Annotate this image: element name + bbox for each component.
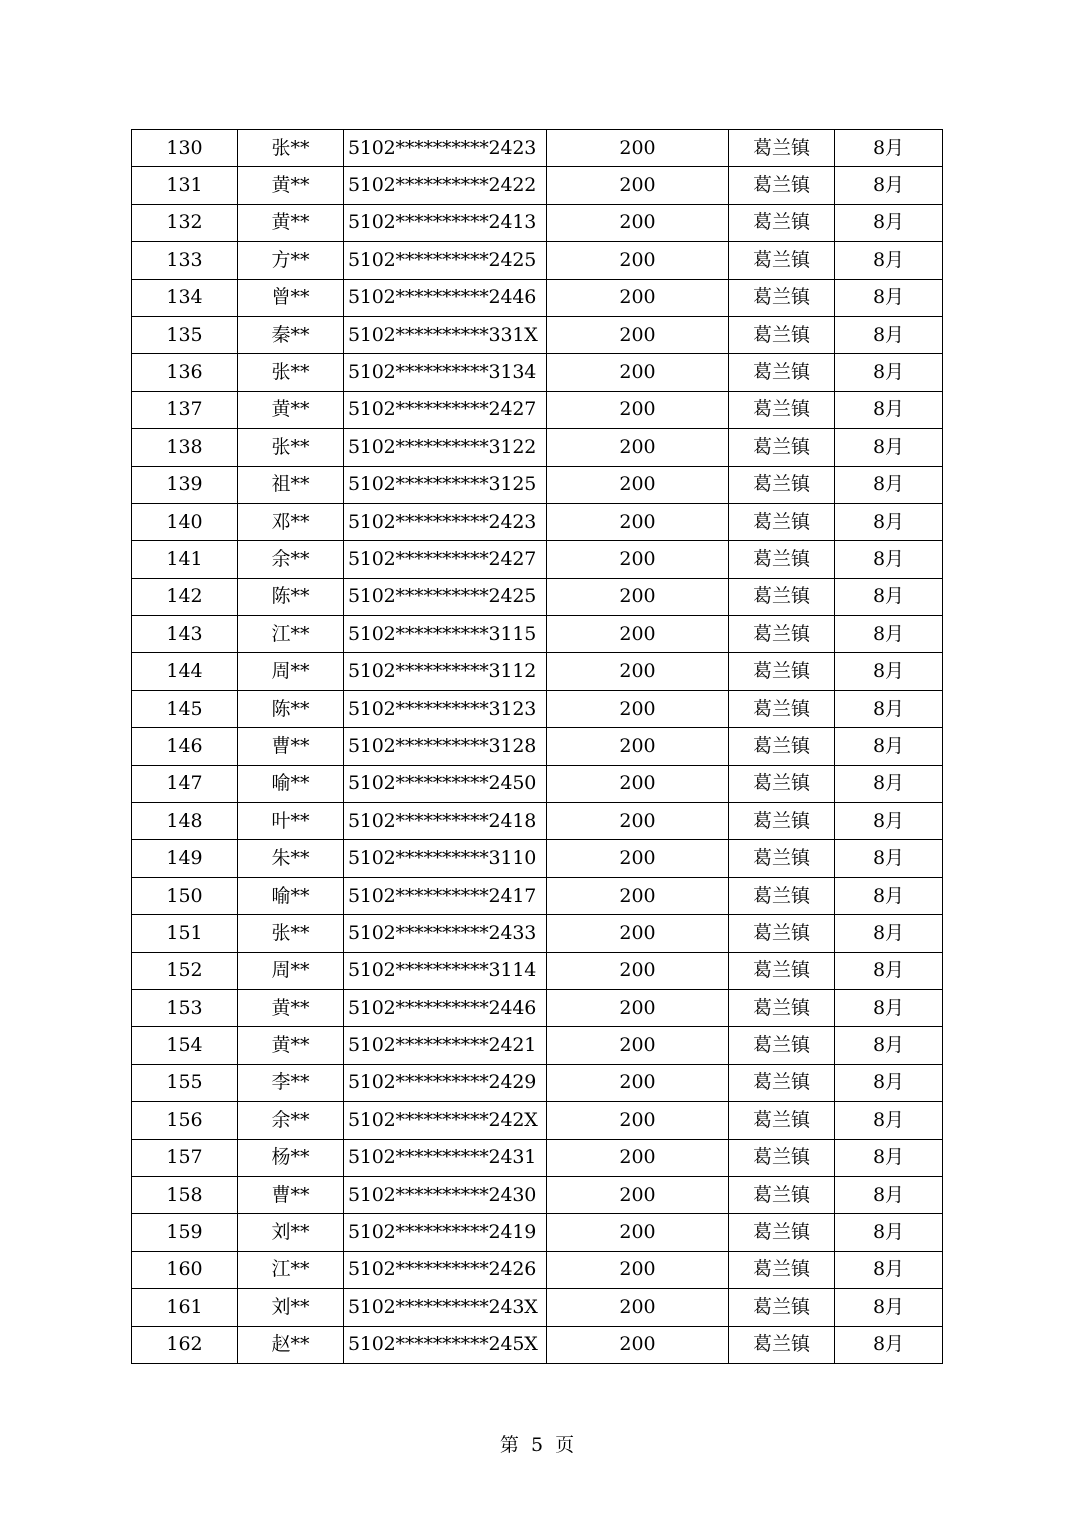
table-row	[132, 840, 943, 877]
id-number-cell: 5102**********2425	[344, 242, 547, 279]
month-cell: 8月	[835, 1289, 943, 1326]
month-cell: 8月	[835, 690, 943, 727]
name-cell: 张**	[238, 429, 344, 466]
id-number-cell: 5102**********3110	[344, 840, 547, 877]
name-cell: 江**	[238, 1251, 344, 1288]
amount-cell: 200	[547, 130, 729, 167]
id-number-cell: 5102**********2423	[344, 130, 547, 167]
id-number-cell: 5102**********243X	[344, 1289, 547, 1326]
name-cell: 曹**	[238, 728, 344, 765]
id-number-cell: 5102**********2429	[344, 1064, 547, 1101]
id-number-cell: 5102**********2423	[344, 503, 547, 540]
month-cell: 8月	[835, 1251, 943, 1288]
month-cell: 8月	[835, 503, 943, 540]
town-cell: 葛兰镇	[729, 728, 835, 765]
serial-cell: 135	[132, 316, 238, 353]
table-row	[132, 989, 943, 1026]
table-row	[132, 279, 943, 316]
serial-cell: 137	[132, 391, 238, 428]
town-cell: 葛兰镇	[729, 989, 835, 1026]
town-cell: 葛兰镇	[729, 1326, 835, 1363]
id-number-cell: 5102**********2427	[344, 391, 547, 428]
amount-cell: 200	[547, 989, 729, 1026]
serial-cell: 156	[132, 1102, 238, 1139]
table-row	[132, 1139, 943, 1176]
month-cell: 8月	[835, 989, 943, 1026]
id-number-cell: 5102**********3112	[344, 653, 547, 690]
table-row	[132, 952, 943, 989]
table-row	[132, 1027, 943, 1064]
table-row	[132, 877, 943, 914]
id-number-cell: 5102**********2427	[344, 541, 547, 578]
table-row	[132, 803, 943, 840]
name-cell: 黄**	[238, 989, 344, 1026]
town-cell: 葛兰镇	[729, 765, 835, 802]
id-number-cell: 5102**********2413	[344, 204, 547, 241]
table-row	[132, 1326, 943, 1363]
amount-cell: 200	[547, 653, 729, 690]
town-cell: 葛兰镇	[729, 952, 835, 989]
month-cell: 8月	[835, 167, 943, 204]
town-cell: 葛兰镇	[729, 1176, 835, 1213]
name-cell: 黄**	[238, 391, 344, 428]
name-cell: 余**	[238, 541, 344, 578]
amount-cell: 200	[547, 541, 729, 578]
name-cell: 叶**	[238, 803, 344, 840]
town-cell: 葛兰镇	[729, 130, 835, 167]
amount-cell: 200	[547, 840, 729, 877]
town-cell: 葛兰镇	[729, 1251, 835, 1288]
id-number-cell: 5102**********2431	[344, 1139, 547, 1176]
table-row	[132, 541, 943, 578]
name-cell: 曾**	[238, 279, 344, 316]
month-cell: 8月	[835, 877, 943, 914]
name-cell: 祖**	[238, 466, 344, 503]
amount-cell: 200	[547, 803, 729, 840]
town-cell: 葛兰镇	[729, 316, 835, 353]
serial-cell: 148	[132, 803, 238, 840]
table-row	[132, 1176, 943, 1213]
serial-cell: 132	[132, 204, 238, 241]
name-cell: 刘**	[238, 1289, 344, 1326]
serial-cell: 140	[132, 503, 238, 540]
table-row	[132, 503, 943, 540]
amount-cell: 200	[547, 204, 729, 241]
page-label-suffix: 页	[555, 1434, 575, 1456]
month-cell: 8月	[835, 354, 943, 391]
serial-cell: 150	[132, 877, 238, 914]
amount-cell: 200	[547, 316, 729, 353]
table-row	[132, 1289, 943, 1326]
table-row	[132, 354, 943, 391]
amount-cell: 200	[547, 1102, 729, 1139]
name-cell: 喻**	[238, 877, 344, 914]
id-number-cell: 5102**********3123	[344, 690, 547, 727]
town-cell: 葛兰镇	[729, 242, 835, 279]
town-cell: 葛兰镇	[729, 391, 835, 428]
amount-cell: 200	[547, 429, 729, 466]
name-cell: 方**	[238, 242, 344, 279]
serial-cell: 154	[132, 1027, 238, 1064]
name-cell: 杨**	[238, 1139, 344, 1176]
table-row	[132, 1214, 943, 1251]
name-cell: 刘**	[238, 1214, 344, 1251]
serial-cell: 160	[132, 1251, 238, 1288]
table-row	[132, 130, 943, 167]
id-number-cell: 5102**********3122	[344, 429, 547, 466]
table-row	[132, 429, 943, 466]
name-cell: 张**	[238, 915, 344, 952]
month-cell: 8月	[835, 541, 943, 578]
town-cell: 葛兰镇	[729, 1289, 835, 1326]
amount-cell: 200	[547, 690, 729, 727]
town-cell: 葛兰镇	[729, 279, 835, 316]
id-number-cell: 5102**********2433	[344, 915, 547, 952]
serial-cell: 152	[132, 952, 238, 989]
table-row	[132, 578, 943, 615]
amount-cell: 200	[547, 765, 729, 802]
page-footer	[0, 1430, 1074, 1457]
id-number-cell: 5102**********3115	[344, 616, 547, 653]
month-cell: 8月	[835, 728, 943, 765]
month-cell: 8月	[835, 429, 943, 466]
town-cell: 葛兰镇	[729, 1214, 835, 1251]
serial-cell: 149	[132, 840, 238, 877]
table-body	[132, 130, 943, 1364]
page-number: 5	[530, 1434, 544, 1456]
month-cell: 8月	[835, 242, 943, 279]
name-cell: 赵**	[238, 1326, 344, 1363]
town-cell: 葛兰镇	[729, 1064, 835, 1101]
serial-cell: 162	[132, 1326, 238, 1363]
id-number-cell: 5102**********2417	[344, 877, 547, 914]
name-cell: 余**	[238, 1102, 344, 1139]
name-cell: 黄**	[238, 1027, 344, 1064]
town-cell: 葛兰镇	[729, 1027, 835, 1064]
town-cell: 葛兰镇	[729, 803, 835, 840]
month-cell: 8月	[835, 1326, 943, 1363]
table-row	[132, 204, 943, 241]
table-row	[132, 316, 943, 353]
serial-cell: 134	[132, 279, 238, 316]
table-row	[132, 391, 943, 428]
id-number-cell: 5102**********3134	[344, 354, 547, 391]
name-cell: 周**	[238, 952, 344, 989]
amount-cell: 200	[547, 1176, 729, 1213]
amount-cell: 200	[547, 1326, 729, 1363]
name-cell: 江**	[238, 616, 344, 653]
id-number-cell: 5102**********242X	[344, 1102, 547, 1139]
amount-cell: 200	[547, 1289, 729, 1326]
serial-cell: 155	[132, 1064, 238, 1101]
serial-cell: 143	[132, 616, 238, 653]
amount-cell: 200	[547, 578, 729, 615]
month-cell: 8月	[835, 578, 943, 615]
table-row	[132, 1064, 943, 1101]
month-cell: 8月	[835, 765, 943, 802]
table-row	[132, 242, 943, 279]
town-cell: 葛兰镇	[729, 541, 835, 578]
id-number-cell: 5102**********3125	[344, 466, 547, 503]
serial-cell: 151	[132, 915, 238, 952]
month-cell: 8月	[835, 204, 943, 241]
amount-cell: 200	[547, 167, 729, 204]
amount-cell: 200	[547, 503, 729, 540]
month-cell: 8月	[835, 1139, 943, 1176]
name-cell: 李**	[238, 1064, 344, 1101]
town-cell: 葛兰镇	[729, 616, 835, 653]
amount-cell: 200	[547, 1251, 729, 1288]
name-cell: 秦**	[238, 316, 344, 353]
id-number-cell: 5102**********245X	[344, 1326, 547, 1363]
name-cell: 喻**	[238, 765, 344, 802]
month-cell: 8月	[835, 1064, 943, 1101]
table-row	[132, 653, 943, 690]
name-cell: 朱**	[238, 840, 344, 877]
id-number-cell: 5102**********2446	[344, 989, 547, 1026]
amount-cell: 200	[547, 877, 729, 914]
month-cell: 8月	[835, 616, 943, 653]
id-number-cell: 5102**********2425	[344, 578, 547, 615]
serial-cell: 147	[132, 765, 238, 802]
serial-cell: 142	[132, 578, 238, 615]
table-row	[132, 690, 943, 727]
town-cell: 葛兰镇	[729, 1102, 835, 1139]
amount-cell: 200	[547, 242, 729, 279]
table-row	[132, 1251, 943, 1288]
amount-cell: 200	[547, 391, 729, 428]
beneficiary-table	[131, 129, 943, 1364]
town-cell: 葛兰镇	[729, 466, 835, 503]
table-row	[132, 466, 943, 503]
serial-cell: 141	[132, 541, 238, 578]
id-number-cell: 5102**********331X	[344, 316, 547, 353]
town-cell: 葛兰镇	[729, 354, 835, 391]
amount-cell: 200	[547, 1214, 729, 1251]
serial-cell: 153	[132, 989, 238, 1026]
table-row	[132, 728, 943, 765]
town-cell: 葛兰镇	[729, 690, 835, 727]
amount-cell: 200	[547, 728, 729, 765]
serial-cell: 146	[132, 728, 238, 765]
amount-cell: 200	[547, 616, 729, 653]
month-cell: 8月	[835, 1102, 943, 1139]
table-row	[132, 915, 943, 952]
name-cell: 张**	[238, 130, 344, 167]
town-cell: 葛兰镇	[729, 429, 835, 466]
town-cell: 葛兰镇	[729, 1139, 835, 1176]
name-cell: 黄**	[238, 167, 344, 204]
town-cell: 葛兰镇	[729, 877, 835, 914]
month-cell: 8月	[835, 952, 943, 989]
serial-cell: 131	[132, 167, 238, 204]
town-cell: 葛兰镇	[729, 204, 835, 241]
month-cell: 8月	[835, 1176, 943, 1213]
serial-cell: 157	[132, 1139, 238, 1176]
amount-cell: 200	[547, 952, 729, 989]
name-cell: 黄**	[238, 204, 344, 241]
amount-cell: 200	[547, 466, 729, 503]
month-cell: 8月	[835, 466, 943, 503]
amount-cell: 200	[547, 1139, 729, 1176]
id-number-cell: 5102**********2421	[344, 1027, 547, 1064]
id-number-cell: 5102**********2446	[344, 279, 547, 316]
amount-cell: 200	[547, 354, 729, 391]
town-cell: 葛兰镇	[729, 915, 835, 952]
name-cell: 曹**	[238, 1176, 344, 1213]
month-cell: 8月	[835, 840, 943, 877]
amount-cell: 200	[547, 279, 729, 316]
amount-cell: 200	[547, 1064, 729, 1101]
id-number-cell: 5102**********3128	[344, 728, 547, 765]
month-cell: 8月	[835, 653, 943, 690]
town-cell: 葛兰镇	[729, 840, 835, 877]
id-number-cell: 5102**********2450	[344, 765, 547, 802]
month-cell: 8月	[835, 316, 943, 353]
town-cell: 葛兰镇	[729, 653, 835, 690]
name-cell: 张**	[238, 354, 344, 391]
town-cell: 葛兰镇	[729, 503, 835, 540]
serial-cell: 145	[132, 690, 238, 727]
serial-cell: 159	[132, 1214, 238, 1251]
serial-cell: 133	[132, 242, 238, 279]
name-cell: 陈**	[238, 690, 344, 727]
id-number-cell: 5102**********3114	[344, 952, 547, 989]
month-cell: 8月	[835, 1214, 943, 1251]
table-row	[132, 1102, 943, 1139]
month-cell: 8月	[835, 803, 943, 840]
table-row	[132, 167, 943, 204]
month-cell: 8月	[835, 391, 943, 428]
id-number-cell: 5102**********2419	[344, 1214, 547, 1251]
month-cell: 8月	[835, 915, 943, 952]
id-number-cell: 5102**********2422	[344, 167, 547, 204]
name-cell: 陈**	[238, 578, 344, 615]
serial-cell: 139	[132, 466, 238, 503]
serial-cell: 130	[132, 130, 238, 167]
table-row	[132, 765, 943, 802]
month-cell: 8月	[835, 279, 943, 316]
serial-cell: 161	[132, 1289, 238, 1326]
serial-cell: 144	[132, 653, 238, 690]
month-cell: 8月	[835, 130, 943, 167]
id-number-cell: 5102**********2430	[344, 1176, 547, 1213]
id-number-cell: 5102**********2426	[344, 1251, 547, 1288]
id-number-cell: 5102**********2418	[344, 803, 547, 840]
table-row	[132, 616, 943, 653]
serial-cell: 136	[132, 354, 238, 391]
month-cell: 8月	[835, 1027, 943, 1064]
amount-cell: 200	[547, 1027, 729, 1064]
name-cell: 邓**	[238, 503, 344, 540]
name-cell: 周**	[238, 653, 344, 690]
town-cell: 葛兰镇	[729, 578, 835, 615]
serial-cell: 138	[132, 429, 238, 466]
town-cell: 葛兰镇	[729, 167, 835, 204]
amount-cell: 200	[547, 915, 729, 952]
page-label-prefix: 第	[499, 1434, 519, 1456]
serial-cell: 158	[132, 1176, 238, 1213]
